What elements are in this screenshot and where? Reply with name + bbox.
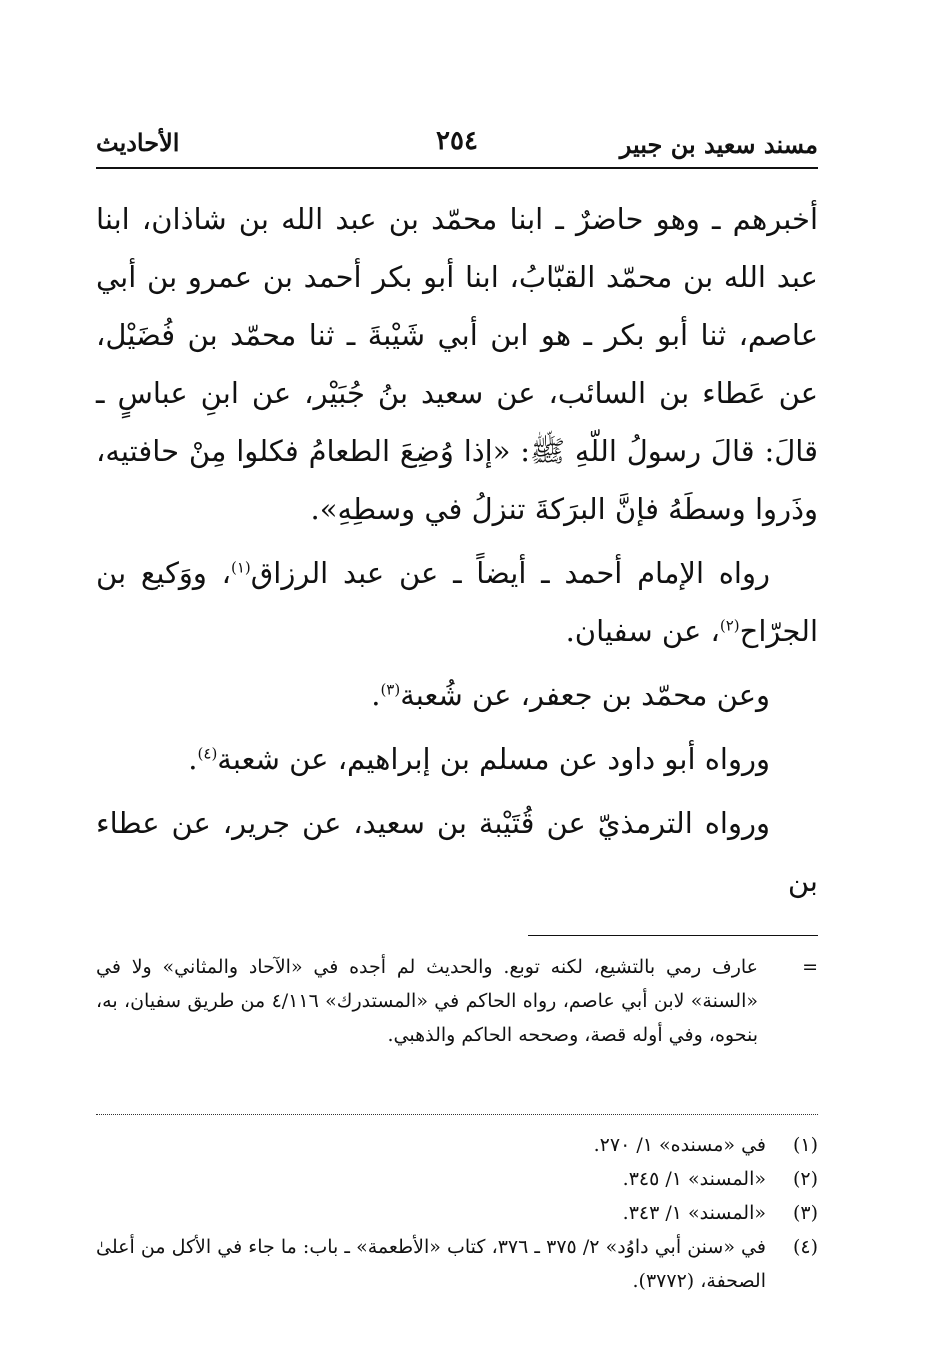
paragraph-text: ورواه أبو داود عن مسلم بن إبراهيم، عن شعبة	[217, 742, 770, 776]
paragraph-isnad-hadith: أخبرهم ـ وهو حاضرٌ ـ ابنا محمّد بن عبد الله بن شاذان، ابنا عبد الله بن محمّد القبّابُ، ابنا أبو بكر أحمد بن عمرو بن أبي عاصم، ثنا أبو بكر ـ هو ابن أبي شَيْبةَ ـ ثنا محمّد بن فُضَيْل، عن عَطاء بن السائب، عن سعيد بنُ جُبَيْر، عن ابنِ عباسٍ ـ قالَ: قالَ رسولُ اللّهِ ﷺ: «إذا وُضِعَ الطعامُ فكلوا مِنْ حافتيه، وذَروا وسطَهُ فإنَّ البرَكةَ تنزلُ في وسطِهِ».	[96, 202, 818, 526]
continuation-marker: =	[802, 956, 818, 978]
footnote-number: (٣)	[792, 1202, 818, 1224]
footnote-continuation	[96, 950, 818, 1052]
footnote-item	[96, 1196, 818, 1230]
footnote-dotted-divider	[96, 1114, 818, 1115]
footnotes	[96, 1128, 818, 1298]
footnote-number: (٤)	[792, 1236, 818, 1258]
footnote-text: في «مسنده» ١/ ٢٧٠.	[593, 1134, 766, 1156]
paragraph-text: ، عن سفيان.	[565, 614, 720, 648]
footnote-text: في «سنن أبي داوُد» ٢/ ٣٧٥ ـ ٣٧٦، كتاب «الأطعمة» ـ باب: ما جاء في الأكل من أعلىٰ الصحفة، (٣٧٧٢).	[96, 1236, 766, 1292]
paragraph-text: .	[188, 742, 198, 776]
footnote-ref-1: (١)	[230, 558, 251, 577]
footnote-text: «المسند» ١/ ٣٤٣.	[622, 1202, 766, 1224]
main-text	[96, 190, 818, 910]
footnote-ref-4: (٤)	[197, 744, 218, 763]
header-divider	[96, 167, 818, 169]
paragraph-text: .	[371, 678, 381, 712]
paragraph-text: ، ووَكيع بن الجرّاح	[96, 556, 818, 648]
footnote-ref-2: (٢)	[719, 616, 740, 635]
continuation-text: عارف رمي بالتشيع، لكنه توبع. والحديث لم أجده في «الآحاد والمثاني» ولا في «السنة» لابن أبي عاصم، رواه الحاكم في «المستدرك» ٤/١١٦ من طريق سفيان، به، بنحوه، وفي أوله قصة، وصححه الحاكم والذهبي.	[96, 956, 758, 1046]
book-title: مسند سعيد بن جبير	[619, 130, 818, 159]
footnote-item	[96, 1230, 818, 1298]
running-header	[96, 122, 818, 162]
paragraph-text: وعن محمّد بن جعفر، عن شُعبة	[400, 678, 770, 712]
section-title: الأحاديث	[96, 128, 180, 157]
footnote-number: (٢)	[792, 1168, 818, 1190]
paragraph-text: رواه الإمام أحمد ـ أيضاً ـ عن عبد الرزاق	[250, 556, 770, 590]
page-number: ٢٥٤	[436, 126, 478, 156]
footnote-item	[96, 1162, 818, 1196]
paragraph-riwaya-ahmad	[96, 544, 818, 660]
footnote-text: «المسند» ١/ ٣٤٥.	[622, 1168, 766, 1190]
footnote-number: (١)	[792, 1134, 818, 1156]
paragraph-shuba	[96, 666, 818, 724]
footnote-divider	[528, 935, 818, 936]
footnote-item	[96, 1128, 818, 1162]
footnote-ref-3: (٣)	[380, 680, 401, 699]
paragraph-abu-dawud	[96, 730, 818, 788]
paragraph-tirmidhi: ورواه الترمذيّ عن قُتَيْبة بن سعيد، عن جرير، عن عطاء بن	[96, 806, 818, 898]
